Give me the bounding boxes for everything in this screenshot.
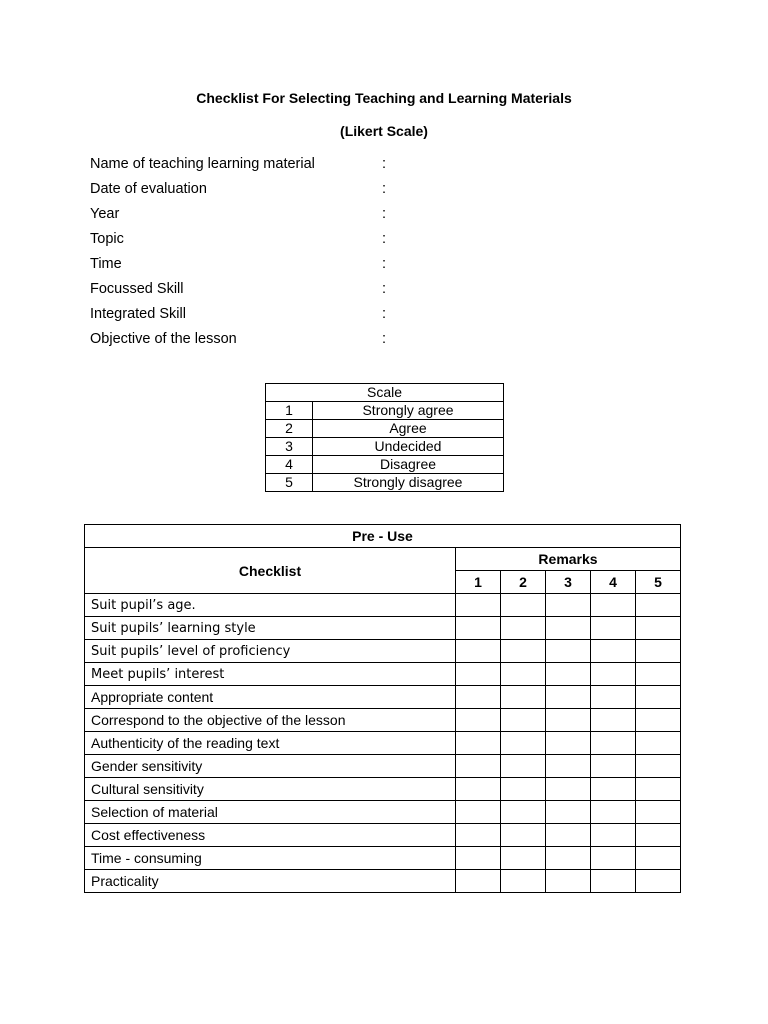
scale-row: [266, 438, 504, 456]
rating-cell[interactable]: [501, 617, 546, 640]
checklist-header: Checklist: [85, 548, 456, 594]
field-objective: [90, 329, 410, 354]
rating-cell[interactable]: [501, 663, 546, 686]
rating-cell[interactable]: [636, 686, 681, 709]
rating-cell[interactable]: [591, 870, 636, 893]
scale-label: Undecided: [313, 438, 504, 456]
rating-cell[interactable]: [591, 755, 636, 778]
remarks-header: Remarks: [456, 548, 681, 571]
checklist-item: Selection of material: [85, 801, 456, 824]
rating-cell[interactable]: [636, 732, 681, 755]
rating-cell[interactable]: [456, 801, 501, 824]
rating-cell[interactable]: [501, 755, 546, 778]
scale-number: 5: [266, 474, 313, 492]
rating-cell[interactable]: [591, 663, 636, 686]
rating-cell[interactable]: [456, 663, 501, 686]
rating-cell[interactable]: [456, 824, 501, 847]
rating-cell[interactable]: [546, 709, 591, 732]
scale-table: [265, 383, 504, 492]
rating-cell[interactable]: [501, 824, 546, 847]
scale-row: [266, 402, 504, 420]
rating-cell[interactable]: [501, 732, 546, 755]
rating-cell[interactable]: [636, 755, 681, 778]
checklist-item: Suit pupil’s age.: [85, 594, 456, 617]
field-date: [90, 179, 410, 204]
table-row: [85, 709, 681, 732]
table-row: [85, 870, 681, 893]
scale-row: [266, 420, 504, 438]
rating-cell[interactable]: [456, 686, 501, 709]
rating-cell[interactable]: [591, 801, 636, 824]
field-colon: :: [382, 331, 387, 347]
checklist-item: Appropriate content: [85, 686, 456, 709]
field-colon: :: [382, 206, 387, 222]
field-colon: :: [382, 156, 387, 172]
table-row: [85, 594, 681, 617]
rating-cell[interactable]: [501, 801, 546, 824]
rating-cell[interactable]: [636, 778, 681, 801]
rating-cell[interactable]: [591, 847, 636, 870]
rating-cell[interactable]: [546, 755, 591, 778]
rating-cell[interactable]: [636, 824, 681, 847]
remarks-header-row: [85, 548, 681, 571]
field-focussed-skill: [90, 279, 410, 304]
table-row: [85, 686, 681, 709]
rating-cell[interactable]: [546, 870, 591, 893]
rating-cell[interactable]: [591, 594, 636, 617]
rating-cell[interactable]: [591, 686, 636, 709]
table-row: [85, 755, 681, 778]
scale-label: Strongly disagree: [313, 474, 504, 492]
table-row: [85, 778, 681, 801]
rating-cell[interactable]: [501, 594, 546, 617]
field-label: Focussed Skill: [90, 281, 184, 297]
rating-cell[interactable]: [636, 870, 681, 893]
scale-number: 3: [266, 438, 313, 456]
rating-cell[interactable]: [546, 801, 591, 824]
rating-cell[interactable]: [456, 870, 501, 893]
rating-cell[interactable]: [546, 732, 591, 755]
rating-cell[interactable]: [546, 824, 591, 847]
table-row: [85, 801, 681, 824]
field-time: [90, 254, 410, 279]
rating-cell[interactable]: [456, 594, 501, 617]
field-material-name: [90, 154, 410, 179]
rating-cell[interactable]: [591, 617, 636, 640]
rating-cell[interactable]: [501, 847, 546, 870]
rating-cell[interactable]: [456, 778, 501, 801]
checklist-item: Correspond to the objective of the lesson: [85, 709, 456, 732]
field-label: Year: [90, 206, 120, 222]
rating-cell[interactable]: [636, 709, 681, 732]
rating-cell[interactable]: [501, 709, 546, 732]
rating-cell[interactable]: [456, 709, 501, 732]
rating-cell[interactable]: [546, 640, 591, 663]
scale-label: Disagree: [313, 456, 504, 474]
checklist-item: Gender sensitivity: [85, 755, 456, 778]
rating-cell[interactable]: [636, 594, 681, 617]
remark-scale-1: 1: [456, 571, 501, 594]
rating-cell[interactable]: [591, 732, 636, 755]
scale-number: 1: [266, 402, 313, 420]
checklist-item: Cultural sensitivity: [85, 778, 456, 801]
rating-cell[interactable]: [456, 755, 501, 778]
rating-cell[interactable]: [591, 709, 636, 732]
pre-use-checklist-table: [84, 524, 681, 893]
rating-cell[interactable]: [546, 686, 591, 709]
rating-cell[interactable]: [636, 847, 681, 870]
field-colon: :: [382, 256, 387, 272]
scale-header: Scale: [266, 384, 504, 402]
table-row: [85, 732, 681, 755]
field-integrated-skill: [90, 304, 410, 329]
rating-cell[interactable]: [636, 663, 681, 686]
field-colon: :: [382, 231, 387, 247]
rating-cell[interactable]: [546, 617, 591, 640]
field-topic: [90, 229, 410, 254]
field-label: Date of evaluation: [90, 181, 207, 197]
rating-cell[interactable]: [636, 801, 681, 824]
checklist-item: Suit pupils’ learning style: [85, 617, 456, 640]
field-colon: :: [382, 181, 387, 197]
rating-cell[interactable]: [456, 847, 501, 870]
field-label: Topic: [90, 231, 124, 247]
document-subtitle: (Likert Scale): [340, 123, 428, 139]
remark-scale-4: 4: [591, 571, 636, 594]
scale-header-row: [266, 384, 504, 402]
field-label: Time: [90, 256, 122, 272]
table-row: [85, 640, 681, 663]
field-year: [90, 204, 410, 229]
scale-number: 4: [266, 456, 313, 474]
table-row: [85, 663, 681, 686]
field-label: Objective of the lesson: [90, 331, 237, 347]
checklist-item: Time - consuming: [85, 847, 456, 870]
document-title: Checklist For Selecting Teaching and Learning Materials: [196, 90, 572, 106]
field-colon: :: [382, 281, 387, 297]
rating-cell[interactable]: [636, 617, 681, 640]
pre-use-header-row: [85, 525, 681, 548]
remark-scale-2: 2: [501, 571, 546, 594]
rating-cell[interactable]: [501, 870, 546, 893]
rating-cell[interactable]: [591, 640, 636, 663]
checklist-item: Meet pupils’ interest: [85, 663, 456, 686]
rating-cell[interactable]: [546, 594, 591, 617]
remark-scale-5: 5: [636, 571, 681, 594]
rating-cell[interactable]: [636, 640, 681, 663]
rating-cell[interactable]: [591, 824, 636, 847]
rating-cell[interactable]: [591, 778, 636, 801]
rating-cell[interactable]: [501, 686, 546, 709]
rating-cell[interactable]: [546, 663, 591, 686]
checklist-item: Suit pupils’ level of proficiency: [85, 640, 456, 663]
field-label: Integrated Skill: [90, 306, 186, 322]
rating-cell[interactable]: [456, 640, 501, 663]
checklist-item: Practicality: [85, 870, 456, 893]
rating-cell[interactable]: [456, 732, 501, 755]
checklist-item: Authenticity of the reading text: [85, 732, 456, 755]
rating-cell[interactable]: [546, 778, 591, 801]
rating-cell[interactable]: [501, 778, 546, 801]
scale-label: Strongly agree: [313, 402, 504, 420]
field-colon: :: [382, 306, 387, 322]
pre-use-header: Pre - Use: [85, 525, 681, 548]
rating-cell[interactable]: [546, 847, 591, 870]
table-row: [85, 617, 681, 640]
table-row: [85, 824, 681, 847]
scale-row: [266, 474, 504, 492]
info-fields: [90, 154, 410, 354]
scale-row: [266, 456, 504, 474]
scale-label: Agree: [313, 420, 504, 438]
rating-cell[interactable]: [501, 640, 546, 663]
scale-number: 2: [266, 420, 313, 438]
field-label: Name of teaching learning material: [90, 156, 315, 172]
checklist-item: Cost effectiveness: [85, 824, 456, 847]
rating-cell[interactable]: [456, 617, 501, 640]
table-row: [85, 847, 681, 870]
remark-scale-3: 3: [546, 571, 591, 594]
